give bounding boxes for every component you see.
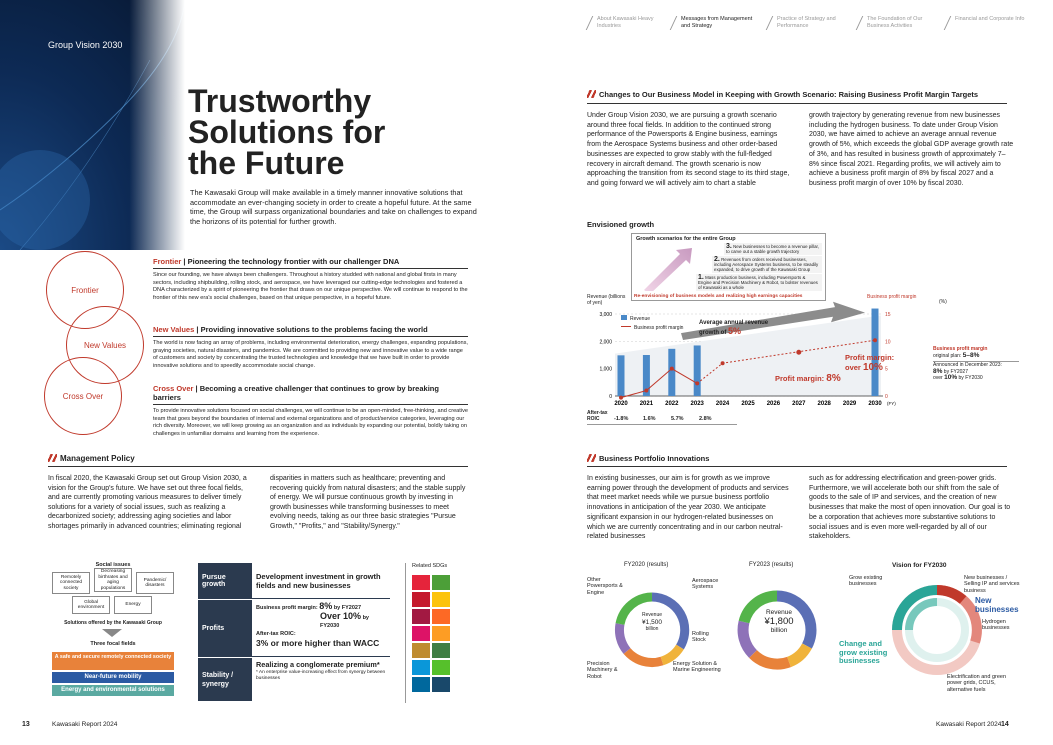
scenario-banner: Re-envisioning of business models and realizing high earnings capacities [634, 294, 803, 299]
pillar-frontier: Frontier | Pioneering the technology frontier with our challenger DNA Since our founding, we have always been challengers. Throughout a history studded with national and global firsts in many sectors, including shipbuilding, rolling stock, and aerospace, we have leveraged our cutting-edge technologies and fostered a DNA characterized by a spirit of pioneering the frontier that draws on our unique perspective. We will continue to respond to the frontier of this new era's social challenges, based on that unique perspective, in a hopeful future. [153, 257, 468, 301]
strategy-table: Pursue growth Development investment in growth fields and new businesses Profits Business profit margin: 8% by FY2027 Over 10% by FY2030 After-tax ROIC: 3% or more higher than WACC Stability / synergy Realizing a conglomerate premium* * An enterprise value-increasing effect from synergy between businesses [198, 563, 402, 703]
label-electrification: Electrification and green power grids, CCUS, alternative fuels [947, 674, 1007, 693]
revenue-bar [618, 355, 625, 396]
x-tick-label: 2028 [817, 401, 831, 407]
right-axis-title: Business profit margin [867, 294, 917, 300]
scenario-step-1: 1. Mass production business, including Powersports & Engine and Precision Machinery & Robot, to bolster revenues of Kawasaki as a whole [696, 274, 822, 291]
y-left-tick: 1,000 [599, 366, 612, 373]
y-right-tick: 15 [885, 312, 891, 318]
envisioned-growth-heading: Envisioned growth [587, 220, 655, 229]
margin-point [873, 338, 877, 342]
sdg-icon [412, 660, 430, 675]
circle-cross-over: Cross Over [44, 357, 122, 435]
sdg-icon [412, 643, 430, 658]
nav-item-1[interactable]: Messages from Management and Strategy [673, 16, 753, 29]
x-tick-label: 2029 [842, 401, 857, 407]
roic-value: 1.6% [643, 416, 656, 422]
donut3-title: Vision for FY2030 [892, 562, 947, 569]
x-tick-label: 2021 [639, 401, 654, 407]
x-tick-label: 2023 [690, 401, 704, 407]
pillar-cross-over: Cross Over | Becoming a creative challenger that continues to grow by breaking barriers To provide innovative solutions focused on social challenges, we will continue to be an open-minded, free-thinking, and creative team that goes beyond the boundaries of internal and external organizations and of product/service categories, leveraging our rich diversity. Moreover, we will keep growing as an organization and as individuals by expanding our potential, boldly taking on challenges in unfamiliar domains and learning from the experience. [153, 384, 468, 437]
x-tick-label: 2027 [792, 401, 806, 407]
right-page [527, 0, 1053, 745]
donut2-center: Revenue ¥1,800 billion [764, 609, 794, 634]
roic-value: -1.8% [614, 416, 629, 422]
nav-item-0[interactable]: About Kawasaki Heavy Industries [589, 16, 669, 29]
label-grow-existing: Grow existing businesses [849, 575, 883, 588]
revenue-bar [668, 349, 675, 396]
label-change-grow: Change and grow existing businesses [839, 639, 888, 665]
mgmt-text-col2: disparities in matters such as healthcare; preventing and recovering quickly from natural disasters; and the stable supply of energy. We will pursue continuous growth by investing in growth businesses while transforming businesses to meet evolving needs, taking as our three basic strategies "Pursue Growth," "Profits," and "Stability/Synergy." [270, 475, 466, 530]
roic-label: After-tax ROIC [587, 410, 608, 422]
x-tick-label: 2020 [614, 401, 628, 407]
y-left-tick: 3,000 [599, 312, 612, 318]
footer-left: Kawasaki Report 2024 [52, 721, 118, 728]
page-title: Trustworthy Solutions for the Future [188, 83, 386, 181]
page-number-right: 14 [1001, 721, 1009, 728]
related-sdgs: Related SDGs [405, 563, 471, 703]
y-left-tick: 0 [609, 394, 612, 400]
group-vision-label: Group Vision 2030 [48, 40, 123, 50]
nav-item-3[interactable]: The Foundation of Our Business Activities [859, 16, 939, 29]
issues-diagram: Social issues Remotely connected society Decreasing birthrates and aging populations Pandemic/ disasters Global environment Energy Solutions offered by the Kawasaki Group Three focal fields A safe and secure remotely connected society Near-future mobility Energy and environmental solutions [52, 562, 174, 697]
x-tick-label: 2026 [766, 401, 781, 407]
page-number-left: 13 [22, 721, 30, 728]
pillar-new-values: New Values | Providing innovative solutions to the problems facing the world The world is now facing an array of problems, including environmental deterioration, energy challenges, expanding populations, graying societies, natural disasters, and pandemics. We are committed to providing new and innovative value to a wide range of customers and society by concentrating the trusted technologies and knowledge that we have built in order to provide innovative solutions and to speedily accommodate social change. [153, 325, 468, 369]
growth-scenario-box: Growth scenarios for the entire Group 3. New businesses to become a revenue pillar, to carve out a stable growth trajectory 2. Revenues from orders received businesses, including Aerospace Systems business, to be steadily expanded, to drive growth of the Kawasaki Group 1. Mass production business, including Powersports & Engine and Precision Machinery & Robot, to bolster revenues of Kawasaki as a whole Re-envisioning of business models and realizing high earnings capacities [631, 233, 826, 301]
x-axis-unit: (FY) [887, 401, 896, 406]
margin-10-callout: Profit margin: over 10% [845, 353, 895, 373]
circle-frontier: Frontier [46, 251, 124, 329]
s1-heading: Changes to Our Business Model in Keeping with Growth Scenario: Raising Business Profit Margin Targets [587, 90, 978, 99]
y-right-tick: 5 [885, 366, 888, 373]
donut1-center: Revenue ¥1,500 billion [641, 612, 662, 632]
s2-heading: Business Portfolio Innovations [587, 454, 709, 463]
footer-right: Kawasaki Report 2024 [936, 721, 1002, 728]
x-tick-label: 2022 [665, 401, 679, 407]
sdg-icon [432, 609, 450, 624]
donut1-title: FY2020 (results) [624, 562, 669, 568]
x-tick-label: 2030 [868, 401, 882, 407]
s1-text-col2: growth trajectory by generating revenue from new businesses including the hydrogen business. To date under Group Vision 2030, we have aimed to achieve an average annual revenue growth of 5%, which exceeds the global GDP average growth rate of 3%, and has resulted in business growth of approximately 7–8% since fiscal 2021. Regarding profits, we will actively aim to achieve a business profit margin of 8% by fiscal 2027 and a business profit margin of over 10% by fiscal 2030. [809, 112, 1014, 187]
sdg-icon [432, 575, 450, 590]
circle-new-values: New Values [66, 306, 144, 384]
y-left-tick: 2,000 [599, 339, 612, 346]
s2-text-col1: In existing businesses, our aim is for growth as we improve earning power through the development of products and services that meet market needs while we pursue business portfolio innovations in anticipation of the year 2030. We anticipate significant expansion in our hydrogen-related businesses on which we are currently concentrating and in our carbon neutral-related businesses [587, 475, 789, 541]
s1-text-col1: Under Group Vision 2030, we are pursuing a growth scenario around three focal fields. In addition to the continued strong performance of the Powersports & Engine business, earnings from the Aerospace Systems business and other order-based businesses are expected to grow stably with the full-fledged recovery in aircraft demand. The growth scenario is now approaching the transition from its second stage to its third stage, and going forward we will actively aim to chart a stable [587, 112, 790, 187]
sdg-icon [432, 592, 450, 607]
margin-8-callout: Profit margin: 8% [775, 373, 841, 384]
scenario-step-3: 3. New businesses to become a revenue pillar, to carve out a stable growth trajectory [724, 243, 822, 255]
label-rolling-stock: Rolling Stock [692, 631, 709, 644]
y-right-unit: (%) [939, 299, 947, 305]
label-energy-marine: Energy Solution & Marine Engineering [673, 661, 721, 674]
sdg-icon [412, 592, 430, 607]
sdg-icon [432, 626, 450, 641]
scenario-arrow [640, 246, 700, 291]
label-new-ip-services: New businesses / Selling IP and services business [964, 575, 1020, 594]
label-hydrogen: Hydrogen businesses [982, 619, 1010, 632]
sdg-icon [412, 677, 430, 692]
s2-text-col2: such as for addressing electrification and green-power grids. Furthermore, we will accelerate both our shift from the sale of goods to the sale of IP and services, and the creation of new businesses that make the most of open innovation. Our goal is to be a corporation that achieves more substantive solutions to social issues and is even more well-regarded by all of our stakeholders. [809, 475, 1011, 541]
margin-point [644, 389, 648, 393]
label-other-powersports: Other Powersports & Engine [587, 577, 623, 596]
mgmt-text-col1: In fiscal 2020, the Kawasaki Group set out Group Vision 2030, a vision for the Group's future. We have set out three focal fields, and are currently promoting various measures to deliver timely solutions for a variety of social issues, such as realizing a decarbonized society; addressing aging societies and labor shortages primarily in advanced countries; eliminating regional [48, 475, 247, 530]
margin-point [619, 396, 623, 400]
management-policy-heading: Management Policy [48, 454, 135, 463]
y-left-label: Revenue (billions of yen) [587, 294, 626, 306]
roic-value: 2.8% [699, 416, 712, 422]
roic-value: 5.7% [671, 416, 684, 422]
nav-item-4[interactable]: Financial and Corporate Info [947, 16, 1027, 23]
earth-image [0, 0, 185, 250]
margin-point [670, 367, 674, 371]
left-page [0, 0, 526, 745]
sdg-icon [432, 643, 450, 658]
label-aerospace: Aerospace Systems [692, 578, 719, 591]
sdg-icon [432, 660, 450, 675]
sdg-icon [432, 677, 450, 692]
donut2-title: FY2023 (results) [749, 562, 794, 568]
x-tick-label: 2024 [715, 401, 730, 407]
sdg-icons [412, 575, 468, 697]
intro-text: The Kawasaki Group will make available in a timely manner innovative solutions that accommodate an ever-changing society in order to create a hopeful future. At the same time, the Group will surpass organizational boundaries and take on challenges to expand the horizons of its potential for further growth. [190, 188, 477, 226]
sdg-icon [412, 575, 430, 590]
sdg-icon [412, 609, 430, 624]
scenario-step-2: 2. Revenues from orders received businesses, including Aerospace Systems business, to be steadily expanded, to drive growth of the Kawasaki Group [712, 256, 822, 273]
revenue-bar [694, 345, 701, 396]
sdg-icon [412, 626, 430, 641]
y-right-tick: 10 [885, 339, 891, 346]
margin-side-note: Business profit margin original plan: 5–8% Announced in December 2023: 8% by FY2027 over 10% by FY2030 [933, 346, 1019, 382]
margin-point [695, 381, 699, 385]
x-tick-label: 2025 [741, 401, 755, 407]
margin-point [721, 361, 725, 365]
chart-legend: Revenue Business profit margin [621, 315, 683, 331]
y-right-tick: 0 [885, 394, 888, 400]
donut-fy2030 [897, 590, 977, 670]
margin-point [796, 350, 801, 355]
label-precision: Precision Machinery & Robot [587, 661, 618, 680]
label-new-businesses: New businesses [975, 596, 1019, 614]
growth-callout: Average annual revenue growth of 5% [699, 320, 769, 336]
nav-item-2[interactable]: Practice of Strategy and Performance [769, 16, 849, 29]
